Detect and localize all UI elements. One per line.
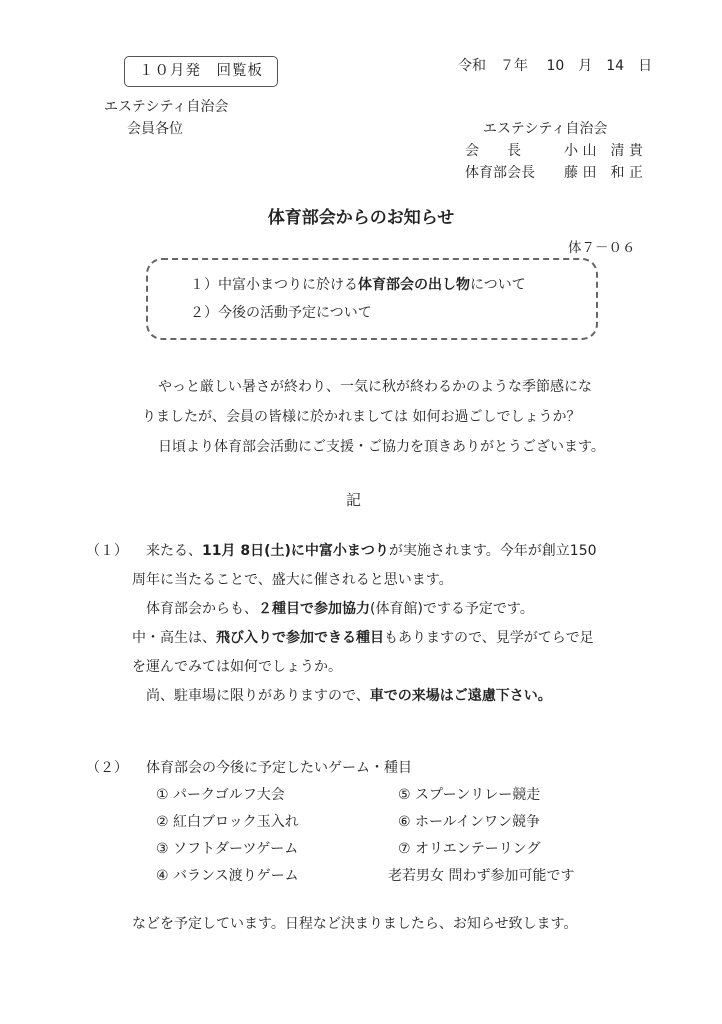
circular-label: １０月発 回覧板 bbox=[139, 63, 263, 79]
s1l4-c: もありますので、見学がてらで足 bbox=[384, 630, 594, 646]
section-1-line-1 bbox=[146, 540, 597, 560]
document-date: 令和 ７年 10 月 14 日 bbox=[458, 58, 653, 74]
event-item-6: ⑥ ホールインワン競争 bbox=[398, 814, 541, 830]
president-title: 会 長 bbox=[465, 143, 521, 159]
greeting-line-3: 日頃より体育部会活動にご支援・ご協力を頂きありがとうございます。 bbox=[158, 439, 605, 455]
s1l4-b: 飛び入りで参加できる種目 bbox=[216, 630, 384, 646]
section-1-line-2: 周年に当たることで、盛大に催されると思います。 bbox=[132, 572, 453, 588]
section-2-heading: 体育部会の今後に予定したいゲーム・種目 bbox=[146, 760, 412, 776]
section-1-line-5: を運んでみては如何でしょうか。 bbox=[132, 659, 342, 675]
all-ages-note: 老若男女 問わず参加可能です bbox=[388, 868, 575, 884]
event-item-4: ④ バランス渡りゲーム bbox=[156, 868, 299, 884]
page-title: 体育部会からのお知らせ bbox=[267, 208, 455, 228]
recipient-members: 会員各位 bbox=[127, 121, 183, 137]
topics-box bbox=[146, 258, 598, 340]
document-number: 体７－０６ bbox=[568, 240, 636, 256]
section-1-line-6 bbox=[146, 685, 552, 705]
topic-item-1-bold: 体育部会の出し物 bbox=[358, 277, 470, 293]
s1l6-a: 尚、駐車場に限りがありますので、 bbox=[146, 688, 370, 704]
section-1-line-3 bbox=[146, 598, 534, 618]
event-item-7: ⑦ オリエンテーリング bbox=[398, 841, 541, 857]
recipient-organization: エステシティ自治会 bbox=[104, 99, 229, 115]
sender-organization: エステシティ自治会 bbox=[483, 121, 608, 137]
s1l3-b: ２種目で参加協力 bbox=[258, 601, 370, 617]
sports-head-title: 体育部会長 bbox=[465, 165, 535, 181]
topic-item-1-pre: １）中富小まつりに於ける bbox=[190, 277, 358, 293]
sports-head-name: 藤 田 和 正 bbox=[564, 165, 643, 181]
topic-item-1 bbox=[190, 274, 526, 294]
topic-item-2: ２）今後の活動予定について bbox=[190, 305, 372, 321]
section-2-number: （２） bbox=[86, 760, 128, 776]
s1l1-b: 11月 8日(土)に中富小まつり bbox=[202, 543, 389, 559]
s1l3-d: する予定です。 bbox=[436, 601, 534, 617]
s1l4-a: 中・高生は、 bbox=[132, 630, 216, 646]
s1l3-a: 体育部会からも、 bbox=[146, 601, 258, 617]
closing-line: などを予定しています。日程など決まりましたら、お知らせ致します。 bbox=[132, 916, 578, 932]
section-1-line-4 bbox=[132, 627, 594, 647]
event-item-5: ⑤ スプーンリレー競走 bbox=[398, 787, 541, 803]
s1l6-b: 車での来場はご遠慮下さい。 bbox=[369, 688, 552, 704]
s1l1-c: が実施されます。今年が創立150 bbox=[388, 543, 597, 559]
section-1-number: （１） bbox=[86, 543, 128, 559]
s1l1-a: 来たる、 bbox=[146, 543, 202, 559]
event-item-1: ① パークゴルフ大会 bbox=[156, 787, 285, 803]
president-name: 小 山 清 貴 bbox=[564, 143, 643, 159]
greeting-line-1: やっと厳しい暑さが終わり、一気に秋が終わるかのような季節感にな bbox=[158, 379, 592, 395]
circular-label-box bbox=[124, 56, 278, 87]
topic-item-1-post: について bbox=[470, 277, 526, 293]
s1l3-c: (体育館)で bbox=[370, 601, 437, 617]
ki-marker: 記 bbox=[346, 491, 362, 509]
greeting-line-2: りましたが、会員の皆様に於かれましては 如何お過ごしでしょうか？ bbox=[142, 409, 581, 425]
event-item-2: ② 紅白ブロック玉入れ bbox=[156, 814, 299, 830]
event-item-3: ③ ソフトダーツゲーム bbox=[156, 841, 299, 857]
